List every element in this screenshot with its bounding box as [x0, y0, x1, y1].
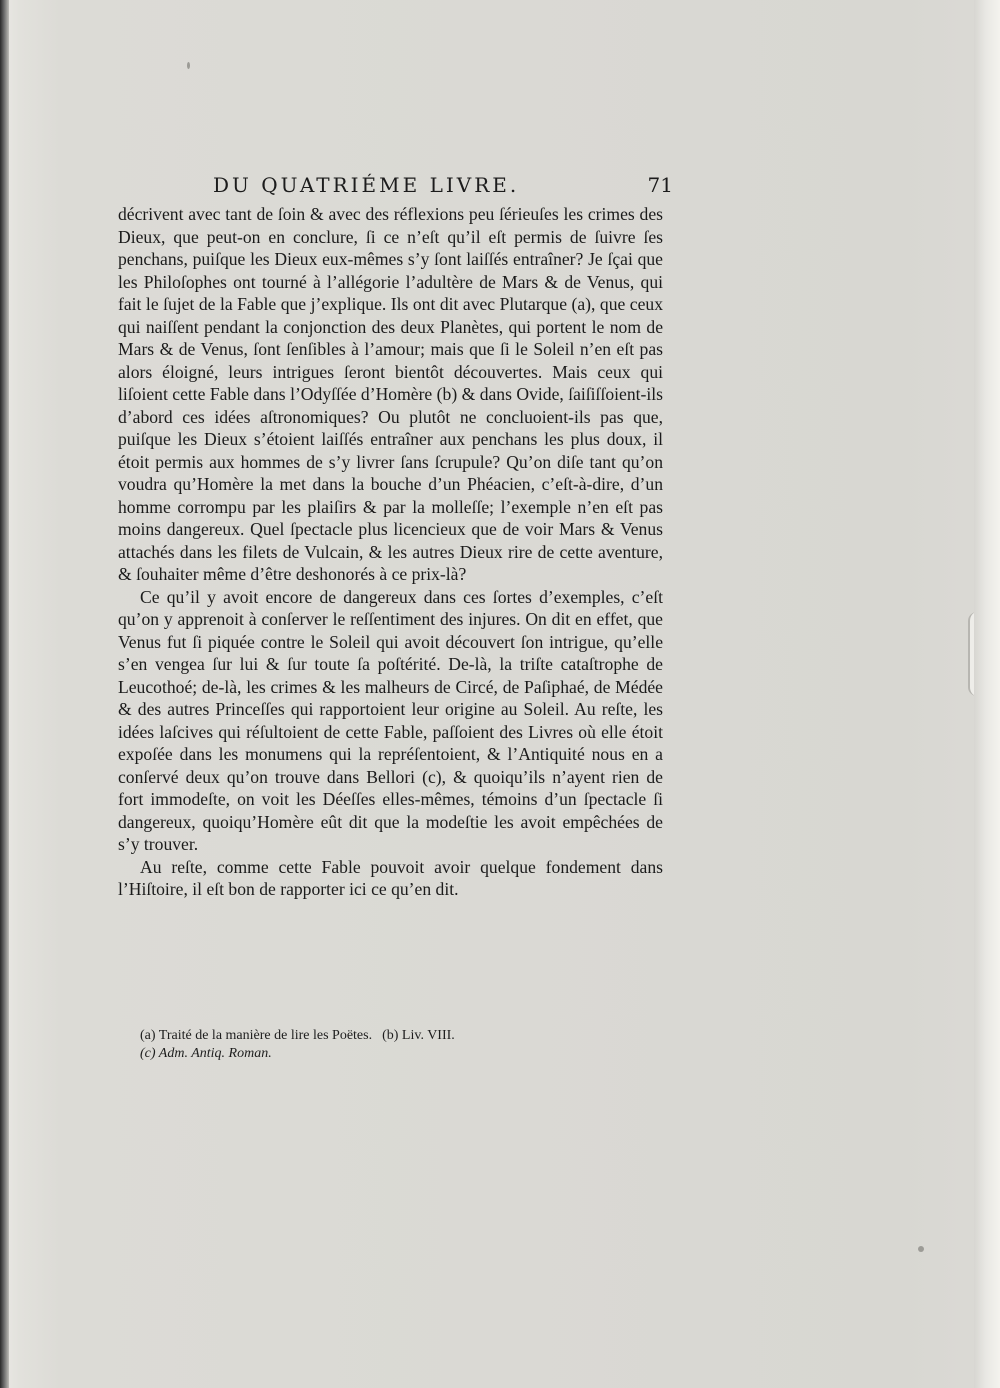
paragraph: Ce qu’il y avoit encore de dangereux dans ces ſortes d’exemples, c’eſt qu’on y apprenoit à conſerver le reſſentiment des injures. On dit en effet, que Venus fut ſi piquée contre le Soleil qui avoit découvert ſon intrigue, qu’elle s’en vengea ſur lui & ſur toute ſa poſtérité. De-là, la triſte cataſtrophe de Leucothoé; de-là, les crimes & les malheurs de Circé, de Paſiphaé, de Médée & des autres Princeſſes qui rapportoient leur origine au Soleil. Au reſte, les idées laſcives qui réſultoient de cette Fable, paſſoient des Livres où elle étoit expoſée dans les monumens qui la repréſentoient, & l’Antiquité nous en a conſervé deux qu’on trouve dans Bellori (c), & quoiqu’ils n’ayent rien de fort immodeſte, on voit les Déeſſes elles-mêmes, témoins d’un ſpectacle ſi dangereux, quoiqu’Homère eût dit que la modeſtie les avoit empêchées de s’y trouver. — [118, 586, 663, 854]
footnote-c: (c) Adm. Antiq. Roman. — [140, 1046, 272, 1061]
running-head: DU QUATRIÉME LIVRE. — [213, 173, 520, 197]
paragraph: Au reſte, comme cette Fable pouvoit avoir quelque fondement dans l’Hiſtoire, il eſt bon de rapporter ici ce qu’en dit. — [118, 856, 663, 899]
main-text — [118, 203, 663, 901]
page-header — [213, 170, 673, 200]
footnote-line — [140, 1027, 670, 1045]
paper-blemish — [976, 655, 980, 660]
footnote-b: (b) Liv. VIII. — [382, 1028, 455, 1043]
footnotes — [140, 1027, 670, 1063]
footnote-line — [140, 1045, 670, 1063]
page-number: 71 — [647, 173, 673, 197]
paper-blemish — [918, 1246, 924, 1252]
paragraph: décrivent avec tant de ſoin & avec des réflexions peu ſérieuſes les crimes des Dieux, que peut-on en conclure, ſi ce n’eſt qu’il eſt permis de ſuivre ſes penchans, puiſque les Dieux eux-mêmes s’y ſont laiſſés entraîner? Je ſçai que les Philoſophes ont tourné à l’allégorie l’adultère de Mars & de Venus, qui fait le ſujet de la Fable que j’explique. Ils ont dit avec Plutarque (a), que ceux qui naiſſent pendant la conjonction des deux Planètes, qui portent le nom de Mars & de Venus, ſont ſenſibles à l’amour; mais que ſi le Soleil n’en eſt pas alors éloigné, leurs intrigues ſeront bientôt découvertes. Mais ceux qui liſoient cette Fable dans l’Odyſſée d’Homère (b) & dans Ovide, ſaiſiſſoient-ils d’abord ces idées aſtronomiques? Ou plutôt ne concluoient-ils pas que, puiſque les Dieux s’étoient laiſſés entraîner aux penchans les plus doux, il étoit permis aux hommes de s’y livrer ſans ſcrupule? Qu’on diſe tant qu’on voudra qu’Homère la met dans la bouche d’un Phéacien, c’eſt-à-dire, d’un homme corrompu par les plaiſirs & par la molleſſe; l’exemple n’en eſt pas moins dangereux. Quel ſpectacle plus licencieux que de voir Mars & Venus attachés dans les filets de Vulcain, & les autres Dieux rire de cette aventure, & ſouhaiter même d’être deshonorés à ce prix-là? — [118, 204, 663, 584]
footnote-a: (a) Traité de la manière de lire les Poëtes. — [140, 1028, 373, 1043]
paper-blemish — [187, 62, 190, 69]
page-edge-notch — [968, 612, 986, 696]
